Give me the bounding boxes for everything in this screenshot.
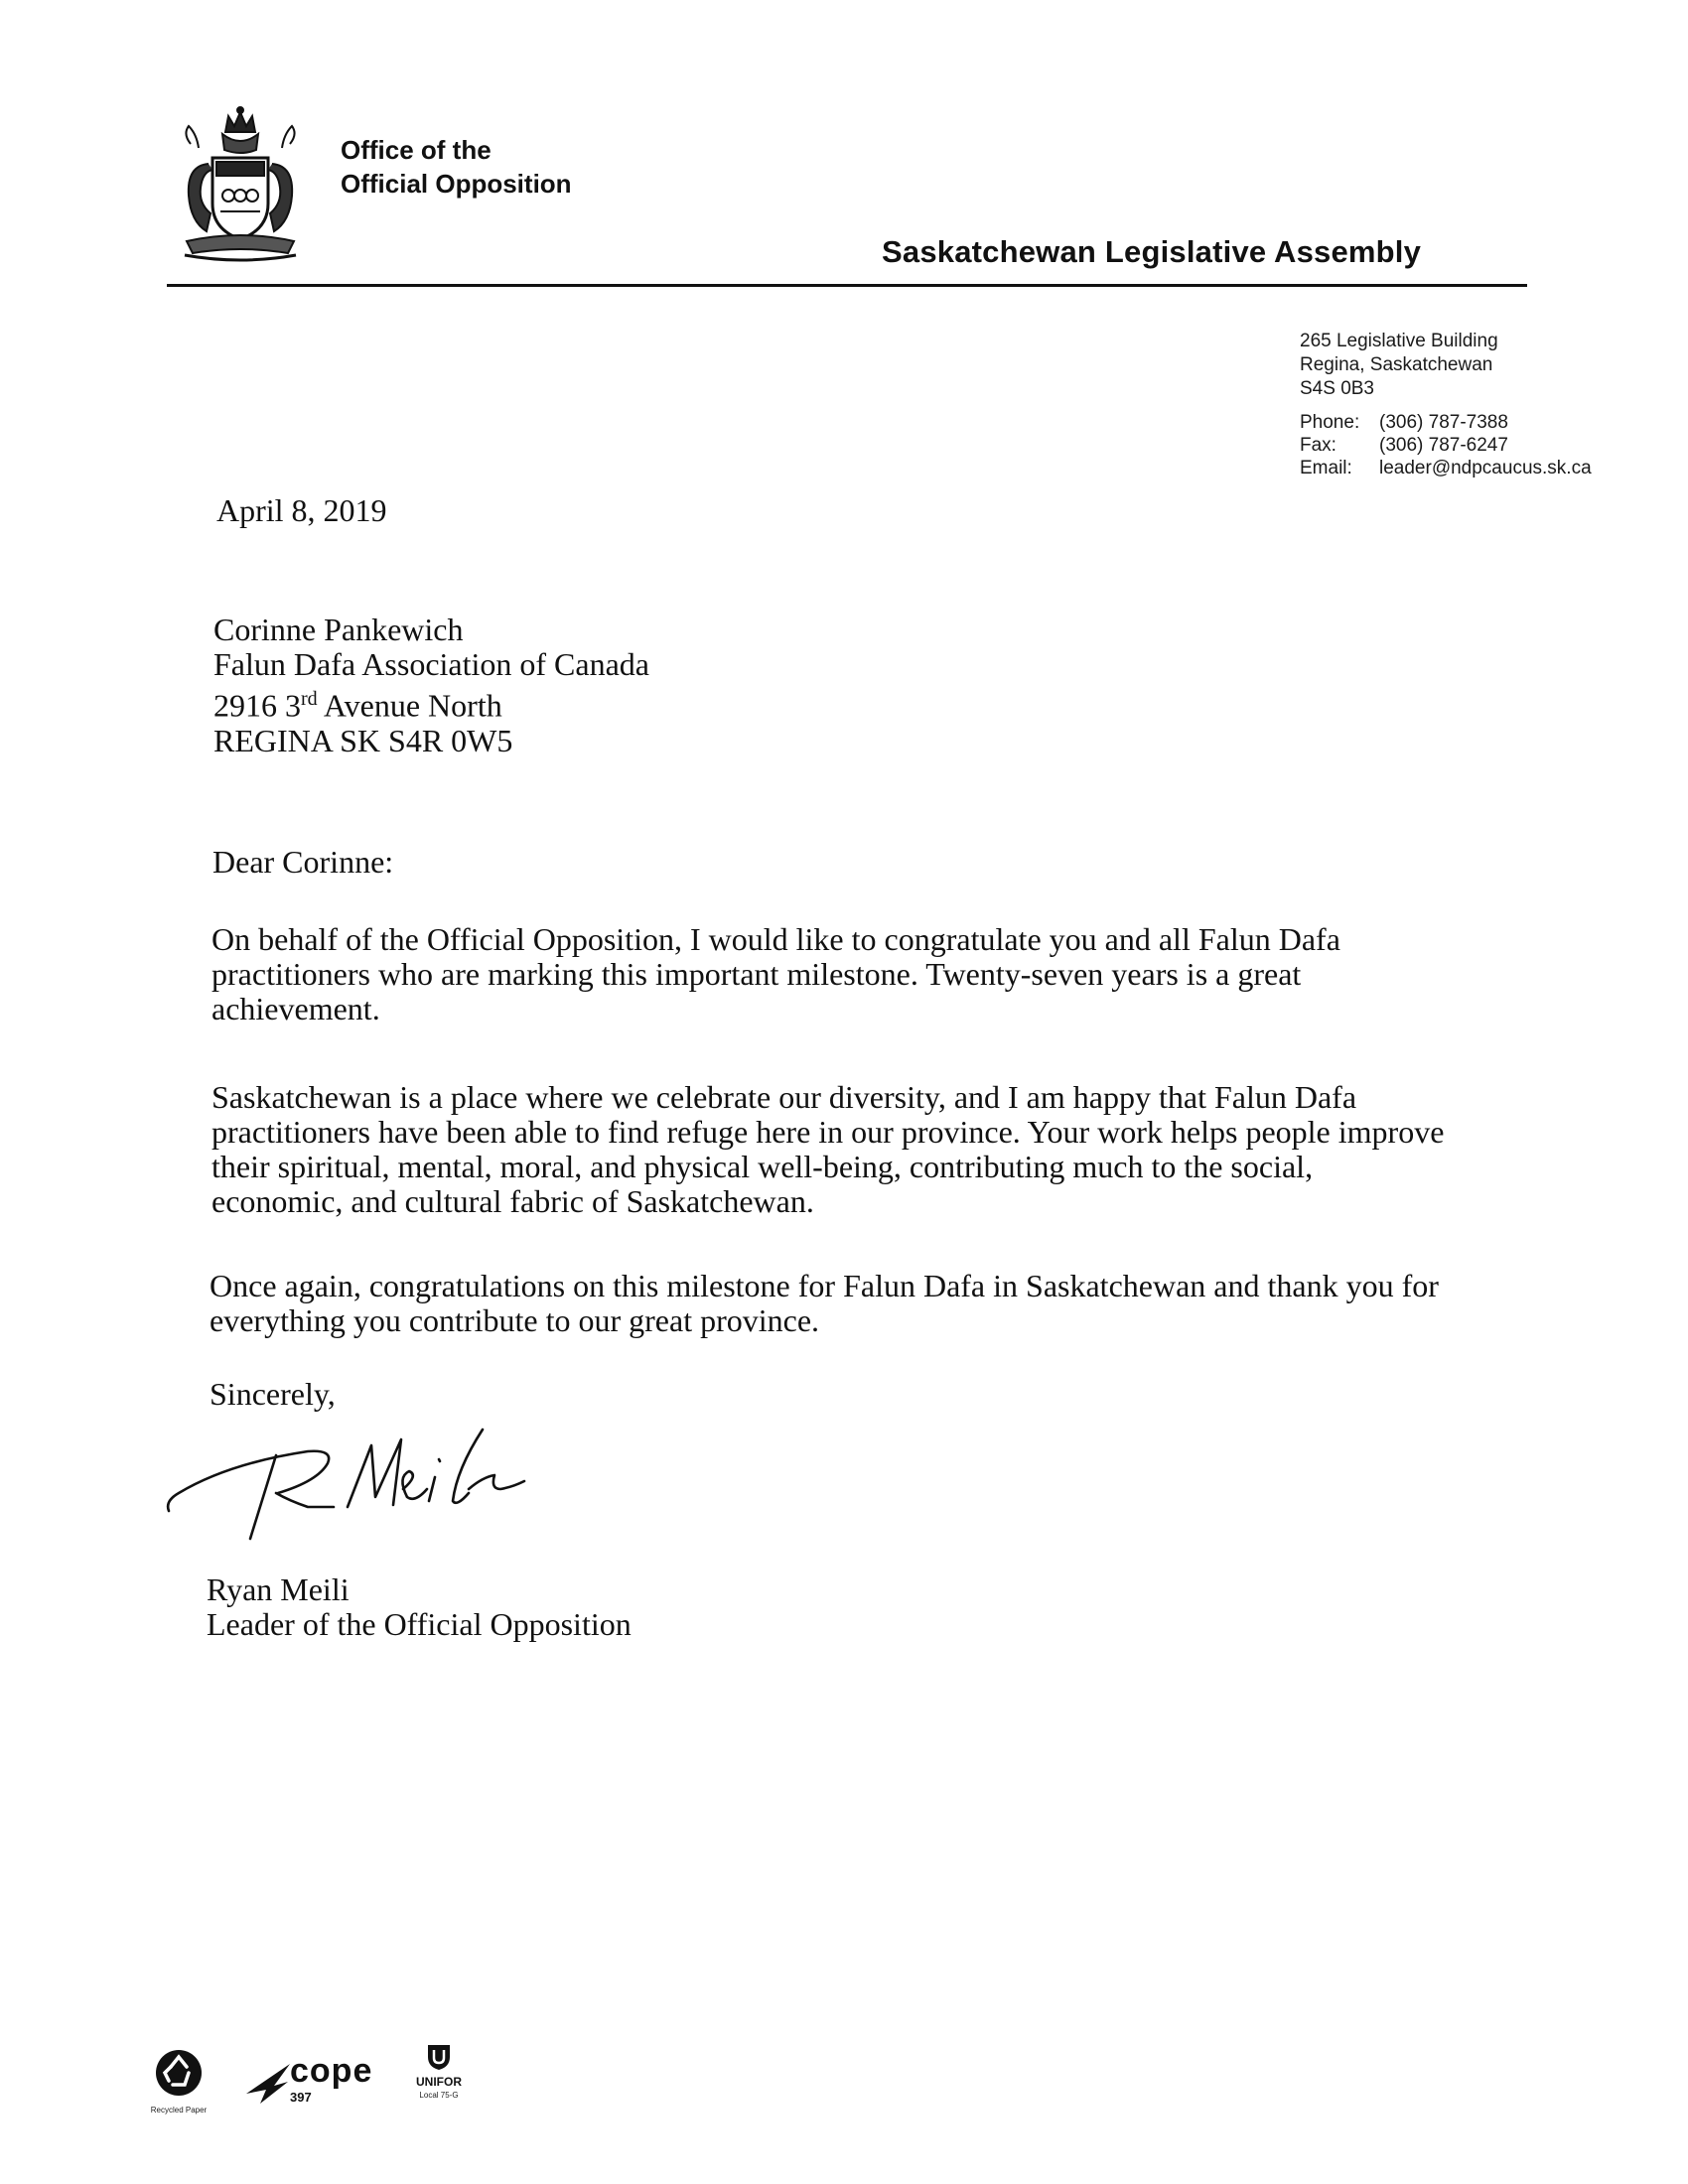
letterhead-divider [167, 284, 1527, 287]
paragraph-line: Saskatchewan is a place where we celebrate our diversity, and I am happy that Falun Dafa [211, 1079, 1357, 1115]
recipient-block [213, 613, 649, 758]
office-contact [1300, 411, 1592, 479]
signer-block [207, 1572, 632, 1642]
cope-number: 397 [290, 2090, 312, 2105]
paragraph-line: achievement. [211, 991, 380, 1026]
unifor-union-logo [405, 2043, 473, 2115]
unifor-shield-icon [426, 2043, 452, 2071]
salutation: Dear Corinne: [212, 844, 394, 880]
email-row [1300, 457, 1592, 479]
letter-date: April 8, 2019 [216, 492, 387, 528]
signer-title: Leader of the Official Opposition [207, 1606, 632, 1642]
recipient-name: Corinne Pankewich [213, 612, 464, 647]
office-line-2: Official Opposition [341, 169, 572, 199]
address-line: Regina, Saskatchewan [1300, 354, 1493, 375]
body-paragraph-2 [211, 1080, 1532, 1219]
closing: Sincerely, [210, 1376, 336, 1412]
fax-row [1300, 434, 1592, 457]
fax-value: (306) 787-6247 [1379, 435, 1508, 456]
body-paragraph-3 [210, 1269, 1530, 1338]
fax-label: Fax: [1300, 435, 1336, 456]
paragraph-line: their spiritual, mental, moral, and physical well-being, contributing much to the social, [211, 1149, 1314, 1184]
paragraph-line: Once again, congratulations on this milestone for Falun Dafa in Saskatchewan and thank you for [210, 1268, 1439, 1303]
email-label: Email: [1300, 458, 1352, 478]
signer-name: Ryan Meili [207, 1571, 350, 1607]
street-ordinal: rd [301, 688, 318, 710]
cope-union-logo [244, 2050, 379, 2110]
unifor-label: UNIFOR [416, 2075, 462, 2089]
paragraph-line: On behalf of the Official Opposition, I would like to congratulate you and all Falun Dafa [211, 921, 1340, 957]
phone-row [1300, 411, 1592, 434]
body-paragraph-1 [211, 922, 1532, 1026]
phone-value: (306) 787-7388 [1379, 412, 1508, 433]
paragraph-line: economic, and cultural fabric of Saskatchewan. [211, 1183, 814, 1219]
recipient-city: REGINA SK S4R 0W5 [213, 722, 513, 758]
recycle-label: Recycled Paper [150, 2106, 208, 2115]
handwritten-signature [159, 1390, 576, 1559]
address-line: S4S 0B3 [1300, 378, 1374, 399]
address-line: 265 Legislative Building [1300, 331, 1498, 351]
phone-label: Phone: [1300, 412, 1360, 433]
paragraph-line: practitioners have been able to find refuge here in our province. Your work helps people improve [211, 1114, 1445, 1150]
email-link[interactable]: leader@ndpcaucus.sk.ca [1379, 458, 1592, 478]
recipient-street [213, 682, 649, 724]
cope-bird-icon [244, 2056, 292, 2106]
paragraph-line: practitioners who are marking this important milestone. Twenty-seven years is a great [211, 956, 1302, 992]
street-name: Avenue North [317, 687, 502, 724]
assembly-name: Saskatchewan Legislative Assembly [882, 234, 1422, 269]
paragraph-line: everything you contribute to our great province. [210, 1302, 820, 1338]
office-address [1300, 330, 1498, 401]
office-line-1: Office of the [341, 135, 492, 165]
unifor-local: Local 75-G [419, 2091, 459, 2100]
recycled-paper-logo [149, 2045, 209, 2115]
coat-of-arms-icon [171, 104, 310, 268]
office-name [341, 133, 572, 201]
recipient-organization: Falun Dafa Association of Canada [213, 646, 649, 682]
recycle-icon [149, 2045, 209, 2101]
street-number: 2916 3 [213, 687, 301, 724]
cope-label: cope [290, 2052, 373, 2090]
